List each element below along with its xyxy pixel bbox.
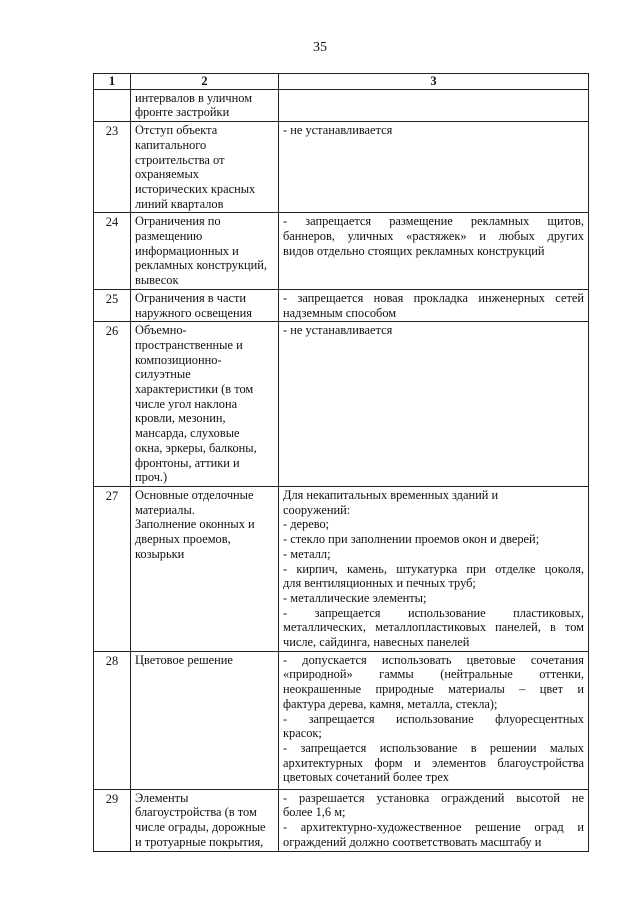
requirement-line: - металлические элементы; <box>283 590 427 605</box>
row-requirement <box>279 789 589 851</box>
row-parameter <box>131 289 279 321</box>
row-parameter <box>131 213 279 290</box>
parameter-line: Ограничения в части <box>135 290 247 305</box>
header-col-2: 2 <box>131 74 279 90</box>
row-parameter <box>131 122 279 213</box>
requirement-line: - стекло при заполнении проемов окон и дверей; <box>283 532 540 547</box>
requirement-line: архитектурных форм и элементов благоустройства <box>283 755 584 770</box>
table-row <box>94 789 589 851</box>
parameter-line: размещению <box>135 229 203 244</box>
regulations-table <box>93 73 589 852</box>
requirement-line: Для некапитальных временных зданий и <box>283 487 499 502</box>
requirement-line: более 1,6 м; <box>283 805 346 820</box>
table-row <box>94 651 589 789</box>
parameter-line: композиционно- <box>135 352 222 367</box>
requirement-line: цветовых сочетаний более трех <box>283 770 449 785</box>
row-parameter <box>131 486 279 651</box>
requirement-line: - металл; <box>283 546 331 561</box>
requirement-line: - разрешается установка ограждений высотой не <box>283 790 584 805</box>
requirement-line: - архитектурно-художественное решение оград и <box>283 820 584 835</box>
parameter-line: охраняемых <box>135 167 199 182</box>
requirement-line: - дерево; <box>283 517 330 532</box>
row-parameter <box>131 89 279 121</box>
row-number: 28 <box>94 651 131 789</box>
parameter-line: дверных проемов, <box>135 532 231 547</box>
table-body <box>94 89 589 851</box>
parameter-line: пространственные и <box>135 337 243 352</box>
requirement-line: числе, сайдинга, навесных панелей <box>283 635 470 650</box>
requirement-line: для вентиляционных и печных труб; <box>283 576 476 591</box>
parameter-line: фронте застройки <box>135 105 230 120</box>
requirement-line: неокрашенные природные материалы – цвет и <box>283 682 584 697</box>
row-number: 24 <box>94 213 131 290</box>
parameter-line: благоустройства (в том <box>135 805 257 820</box>
requirement-line: - запрещается размещение рекламных щитов, <box>283 214 584 229</box>
parameter-line: фронтоны, аттики и <box>135 455 240 470</box>
row-requirement <box>279 322 589 487</box>
parameter-line: мансарда, слуховые <box>135 426 240 441</box>
header-col-1: 1 <box>94 74 131 90</box>
parameter-line: вывесок <box>135 273 179 288</box>
requirement-line: - запрещается новая прокладка инженерных сетей <box>283 290 584 305</box>
parameter-line: Основные отделочные <box>135 487 254 502</box>
parameter-line: кровли, мезонин, <box>135 411 226 426</box>
parameter-line: строительства от <box>135 152 225 167</box>
header-col-3: 3 <box>279 74 589 90</box>
requirement-line: сооружений: <box>283 502 351 517</box>
parameter-line: Ограничения по <box>135 214 221 229</box>
requirement-line: - не устанавливается <box>283 123 393 138</box>
row-number <box>94 89 131 121</box>
parameter-line: Заполнение оконных и <box>135 517 255 532</box>
parameter-line: Элементы <box>135 790 189 805</box>
requirement-line: - запрещается использование в решении малых <box>283 740 584 755</box>
requirement-line: металлических, металлопластиковых панелей, в том <box>283 620 584 635</box>
requirement-line: надземным способом <box>283 305 397 320</box>
row-parameter <box>131 789 279 851</box>
row-number: 23 <box>94 122 131 213</box>
parameter-line: Цветовое решение <box>135 652 233 667</box>
row-parameter <box>131 651 279 789</box>
row-requirement <box>279 122 589 213</box>
row-number: 29 <box>94 789 131 851</box>
requirement-line: баннеров, уличных «растяжек» и любых других <box>283 229 584 244</box>
parameter-line: наружного освещения <box>135 305 252 320</box>
requirement-line: видов отдельно стоящих рекламных конструкций <box>283 243 545 258</box>
requirement-line: - запрещается использование пластиковых, <box>283 605 584 620</box>
parameter-line: силуэтные <box>135 367 191 382</box>
parameter-line: характеристики (в том <box>135 382 254 397</box>
row-number: 27 <box>94 486 131 651</box>
parameter-line: и тротуарные покрытия, <box>135 834 264 849</box>
row-requirement <box>279 486 589 651</box>
parameter-line: капитального <box>135 137 207 152</box>
requirement-line: ограждений должно соответствовать масштабу и <box>283 834 542 849</box>
requirement-line: «природной» гаммы (нейтральные оттенки, <box>283 667 584 682</box>
table-row <box>94 213 589 290</box>
table-row <box>94 89 589 121</box>
parameter-line: линий кварталов <box>135 196 224 211</box>
parameter-line: Отступ объекта <box>135 123 218 138</box>
parameter-line: проч.) <box>135 470 168 485</box>
row-number: 26 <box>94 322 131 487</box>
requirement-line: - запрещается использование флуоресцентных <box>283 711 584 726</box>
table-header-row <box>94 74 589 90</box>
requirement-line: - кирпич, камень, штукатурка при отделке цоколя, <box>283 561 584 576</box>
parameter-line: числе угол наклона <box>135 396 238 411</box>
table-row <box>94 122 589 213</box>
page-number: 35 <box>313 40 327 55</box>
row-number: 25 <box>94 289 131 321</box>
table-row <box>94 322 589 487</box>
table-row <box>94 289 589 321</box>
parameter-line: Объемно- <box>135 323 187 338</box>
row-parameter <box>131 322 279 487</box>
row-requirement <box>279 289 589 321</box>
requirement-line: - допускается использовать цветовые сочетания <box>283 652 584 667</box>
parameter-line: исторических красных <box>135 181 256 196</box>
requirement-line: - не устанавливается <box>283 323 393 338</box>
parameter-line: информационных и <box>135 243 239 258</box>
parameter-line: числе ограды, дорожные <box>135 820 266 835</box>
requirement-line: красок; <box>283 726 322 741</box>
parameter-line: рекламных конструкций, <box>135 258 268 273</box>
table-row <box>94 486 589 651</box>
parameter-line: окна, эркеры, балконы, <box>135 440 257 455</box>
parameter-line: интервалов в уличном <box>135 90 253 105</box>
row-requirement <box>279 213 589 290</box>
requirement-line: фактура дерева, камня, металла, стекла); <box>283 696 498 711</box>
row-requirement <box>279 651 589 789</box>
row-requirement <box>279 89 589 121</box>
parameter-line: козырьки <box>135 546 185 561</box>
parameter-line: материалы. <box>135 502 195 517</box>
